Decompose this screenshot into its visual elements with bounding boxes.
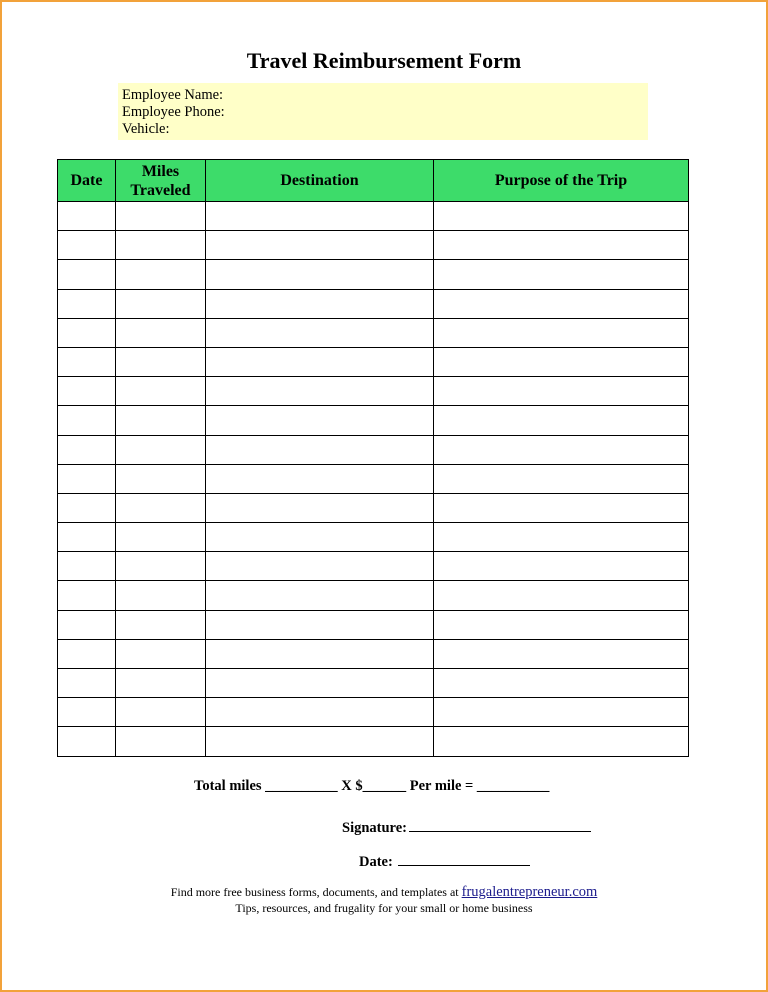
table-row: [58, 260, 689, 289]
table-row: [58, 289, 689, 318]
date-blank[interactable]: [398, 851, 530, 866]
cell-purpose[interactable]: [434, 464, 689, 493]
date-label: Date:: [359, 854, 393, 870]
employee-info-box: [118, 83, 648, 140]
signature-label: Signature:: [342, 820, 407, 836]
table-row: [58, 523, 689, 552]
cell-destination[interactable]: [206, 289, 434, 318]
cell-purpose[interactable]: [434, 435, 689, 464]
cell-purpose[interactable]: [434, 318, 689, 347]
cell-purpose[interactable]: [434, 639, 689, 668]
table-row: [58, 406, 689, 435]
header-miles-line1: Miles: [141, 162, 180, 180]
cell-purpose[interactable]: [434, 347, 689, 376]
header-purpose: Purpose of the Trip: [434, 160, 689, 202]
cell-destination[interactable]: [206, 202, 434, 231]
table-row: [58, 698, 689, 727]
table-row: [58, 377, 689, 406]
footer-line1: [2, 884, 766, 900]
cell-destination[interactable]: [206, 669, 434, 698]
cell-destination[interactable]: [206, 581, 434, 610]
cell-purpose[interactable]: [434, 289, 689, 318]
cell-date[interactable]: [58, 581, 116, 610]
cell-purpose[interactable]: [434, 260, 689, 289]
cell-purpose[interactable]: [434, 493, 689, 522]
cell-date[interactable]: [58, 552, 116, 581]
vehicle-label: Vehicle:: [122, 121, 170, 137]
table-row: [58, 435, 689, 464]
cell-date[interactable]: [58, 669, 116, 698]
header-destination: Destination: [206, 160, 434, 202]
cell-destination[interactable]: [206, 698, 434, 727]
employee-name-label: Employee Name:: [122, 87, 224, 103]
cell-date[interactable]: [58, 202, 116, 231]
cell-purpose[interactable]: [434, 406, 689, 435]
table-row: [58, 727, 689, 756]
cell-miles[interactable]: [116, 231, 206, 260]
cell-purpose[interactable]: [434, 377, 689, 406]
cell-date[interactable]: [58, 318, 116, 347]
cell-purpose[interactable]: [434, 231, 689, 260]
footer-prefix: Find more free business forms, documents, and templates at: [170, 885, 459, 899]
cell-miles[interactable]: [116, 727, 206, 756]
employee-phone-label: Employee Phone:: [122, 104, 225, 120]
footer-line2: Tips, resources, and frugality for your small or home business: [235, 901, 533, 915]
cell-destination[interactable]: [206, 260, 434, 289]
signature-line: [342, 817, 591, 837]
cell-miles[interactable]: [116, 464, 206, 493]
cell-destination[interactable]: [206, 464, 434, 493]
cell-destination[interactable]: [206, 727, 434, 756]
form-title: Travel Reimbursement Form: [246, 48, 522, 73]
cell-date[interactable]: [58, 377, 116, 406]
table-row: [58, 552, 689, 581]
table-row: [58, 231, 689, 260]
cell-miles[interactable]: [116, 202, 206, 231]
table-row: [58, 581, 689, 610]
signature-blank[interactable]: [409, 817, 591, 832]
cell-date[interactable]: [58, 610, 116, 639]
table-row: [58, 639, 689, 668]
cell-destination[interactable]: [206, 347, 434, 376]
cell-miles[interactable]: [116, 435, 206, 464]
cell-purpose[interactable]: [434, 552, 689, 581]
table-row: [58, 202, 689, 231]
header-miles-traveled: [116, 160, 206, 202]
cell-date[interactable]: [58, 260, 116, 289]
cell-miles[interactable]: [116, 552, 206, 581]
cell-destination[interactable]: [206, 435, 434, 464]
mileage-log-table: [57, 159, 689, 757]
cell-date[interactable]: [58, 464, 116, 493]
cell-date[interactable]: [58, 639, 116, 668]
cell-destination[interactable]: [206, 610, 434, 639]
cell-date[interactable]: [58, 347, 116, 376]
cell-destination[interactable]: [206, 523, 434, 552]
cell-miles[interactable]: [116, 523, 206, 552]
table-row: [58, 669, 689, 698]
table-row: [58, 464, 689, 493]
footer-link[interactable]: frugalentrepreneur.com: [461, 884, 598, 900]
cell-miles[interactable]: [116, 318, 206, 347]
cell-purpose[interactable]: [434, 581, 689, 610]
cell-destination[interactable]: [206, 406, 434, 435]
cell-destination[interactable]: [206, 231, 434, 260]
footer: [2, 884, 766, 916]
cell-miles[interactable]: [116, 289, 206, 318]
cell-purpose[interactable]: [434, 669, 689, 698]
cell-date[interactable]: [58, 289, 116, 318]
cell-date[interactable]: [58, 493, 116, 522]
cell-destination[interactable]: [206, 377, 434, 406]
cell-date[interactable]: [58, 435, 116, 464]
cell-destination[interactable]: [206, 552, 434, 581]
cell-date[interactable]: [58, 727, 116, 756]
date-line: [359, 851, 530, 871]
cell-miles[interactable]: [116, 669, 206, 698]
total-miles-line: Total miles __________ X $______ Per mile = __________: [194, 778, 550, 794]
cell-date[interactable]: [58, 406, 116, 435]
cell-miles[interactable]: [116, 377, 206, 406]
cell-purpose[interactable]: [434, 698, 689, 727]
cell-miles[interactable]: [116, 639, 206, 668]
table-row: [58, 610, 689, 639]
header-date: Date: [58, 160, 116, 202]
table-body: [58, 202, 689, 757]
cell-miles[interactable]: [116, 581, 206, 610]
cell-miles[interactable]: [116, 610, 206, 639]
table-row: [58, 493, 689, 522]
header-miles-line2: Traveled: [130, 181, 191, 199]
cell-date[interactable]: [58, 523, 116, 552]
cell-destination[interactable]: [206, 318, 434, 347]
table-row: [58, 318, 689, 347]
cell-purpose[interactable]: [434, 523, 689, 552]
table-header-row: [58, 160, 689, 202]
cell-miles[interactable]: [116, 260, 206, 289]
cell-miles[interactable]: [116, 347, 206, 376]
cell-destination[interactable]: [206, 639, 434, 668]
cell-miles[interactable]: [116, 406, 206, 435]
table-row: [58, 347, 689, 376]
cell-purpose[interactable]: [434, 202, 689, 231]
cell-miles[interactable]: [116, 698, 206, 727]
cell-purpose[interactable]: [434, 727, 689, 756]
cell-purpose[interactable]: [434, 610, 689, 639]
cell-date[interactable]: [58, 231, 116, 260]
cell-destination[interactable]: [206, 493, 434, 522]
cell-date[interactable]: [58, 698, 116, 727]
cell-miles[interactable]: [116, 493, 206, 522]
